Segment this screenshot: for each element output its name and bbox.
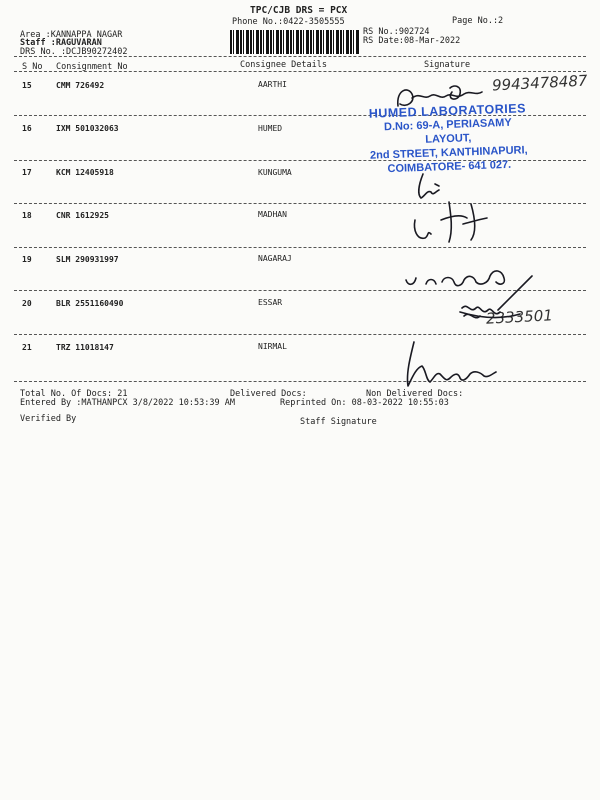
- row-sno: 21: [22, 343, 32, 352]
- column-header-consignment: Consignment No: [56, 62, 128, 72]
- row-consignee: NAGARAJ: [258, 254, 292, 263]
- stamp-address-line: 2nd STREET, KANTHINAPURI,: [369, 144, 528, 162]
- stamp-company-name: HUMED LABORATORIES: [368, 101, 527, 121]
- row-consignment: IXM 501032063: [56, 124, 119, 133]
- row-sno: 18: [22, 211, 32, 220]
- total-docs: Total No. Of Docs: 21: [20, 389, 128, 399]
- column-header-signature: Signature: [424, 60, 471, 70]
- column-header-sno: S No: [22, 62, 43, 72]
- rs-number: RS No.:902724: [363, 27, 430, 37]
- handwritten-number: 2333501: [485, 306, 554, 328]
- entered-by: Entered By :MATHANPCX 3/8/2022 10:53:39 AM: [20, 398, 235, 408]
- row-consignment: CMM 726492: [56, 81, 105, 90]
- row-sno: 16: [22, 124, 32, 133]
- row-sno: 15: [22, 81, 32, 90]
- column-header-consignee: Consignee Details: [240, 60, 327, 70]
- divider: [14, 56, 586, 57]
- handwritten-phone: 9943478487: [491, 71, 588, 95]
- stamp-address-line: D.No: 69-A, PERIASAMY LAYOUT,: [383, 116, 512, 146]
- reprinted-on: Reprinted On: 08-03-2022 10:55:03: [280, 398, 449, 408]
- non-delivered-docs: Non Delivered Docs:: [366, 389, 464, 399]
- document-title: TPC/CJB DRS = PCX: [250, 5, 348, 16]
- stamp-address-line: COIMBATORE- 641 027.: [387, 158, 512, 176]
- phone-number: Phone No.:0422-3505555: [232, 17, 345, 27]
- delivered-docs: Delivered Docs:: [230, 389, 307, 399]
- rs-date: RS Date:08-Mar-2022: [363, 36, 461, 46]
- row-consignment: BLR 2551160490: [56, 299, 124, 308]
- row-sno: 20: [22, 299, 32, 308]
- page-number: Page No.:2: [452, 16, 504, 26]
- row-consignee: MADHAN: [258, 210, 287, 219]
- signature-row-15: [390, 82, 500, 122]
- staff-signature: Staff Signature: [300, 417, 377, 427]
- drs-number: DRS No. :DCJB90272402: [20, 47, 128, 57]
- row-consignee: HUMED: [258, 124, 283, 133]
- row-consignee: NIRMAL: [258, 342, 287, 351]
- row-consignee: ESSAR: [258, 298, 283, 307]
- signature-row-17-18: [405, 168, 515, 248]
- row-consignment: SLM 290931997: [56, 255, 119, 264]
- staff-label: Staff :RAGUVARAN: [20, 38, 102, 48]
- row-consignment: KCM 12405918: [56, 168, 114, 177]
- row-consignment: CNR 1612925: [56, 211, 109, 220]
- row-consignment: TRZ 11018147: [56, 343, 114, 352]
- signature-row-20: [450, 272, 540, 342]
- area-label: Area :KANNAPPA NAGAR: [20, 30, 123, 40]
- verified-by: Verified By: [20, 414, 77, 424]
- row-consignee: KUNGUMA: [258, 168, 292, 177]
- row-sno: 19: [22, 255, 32, 264]
- divider: [14, 71, 586, 72]
- row-consignee: AARTHI: [258, 80, 287, 89]
- row-sno: 17: [22, 168, 32, 177]
- barcode-image: [230, 30, 360, 54]
- signature-row-21: [396, 338, 506, 394]
